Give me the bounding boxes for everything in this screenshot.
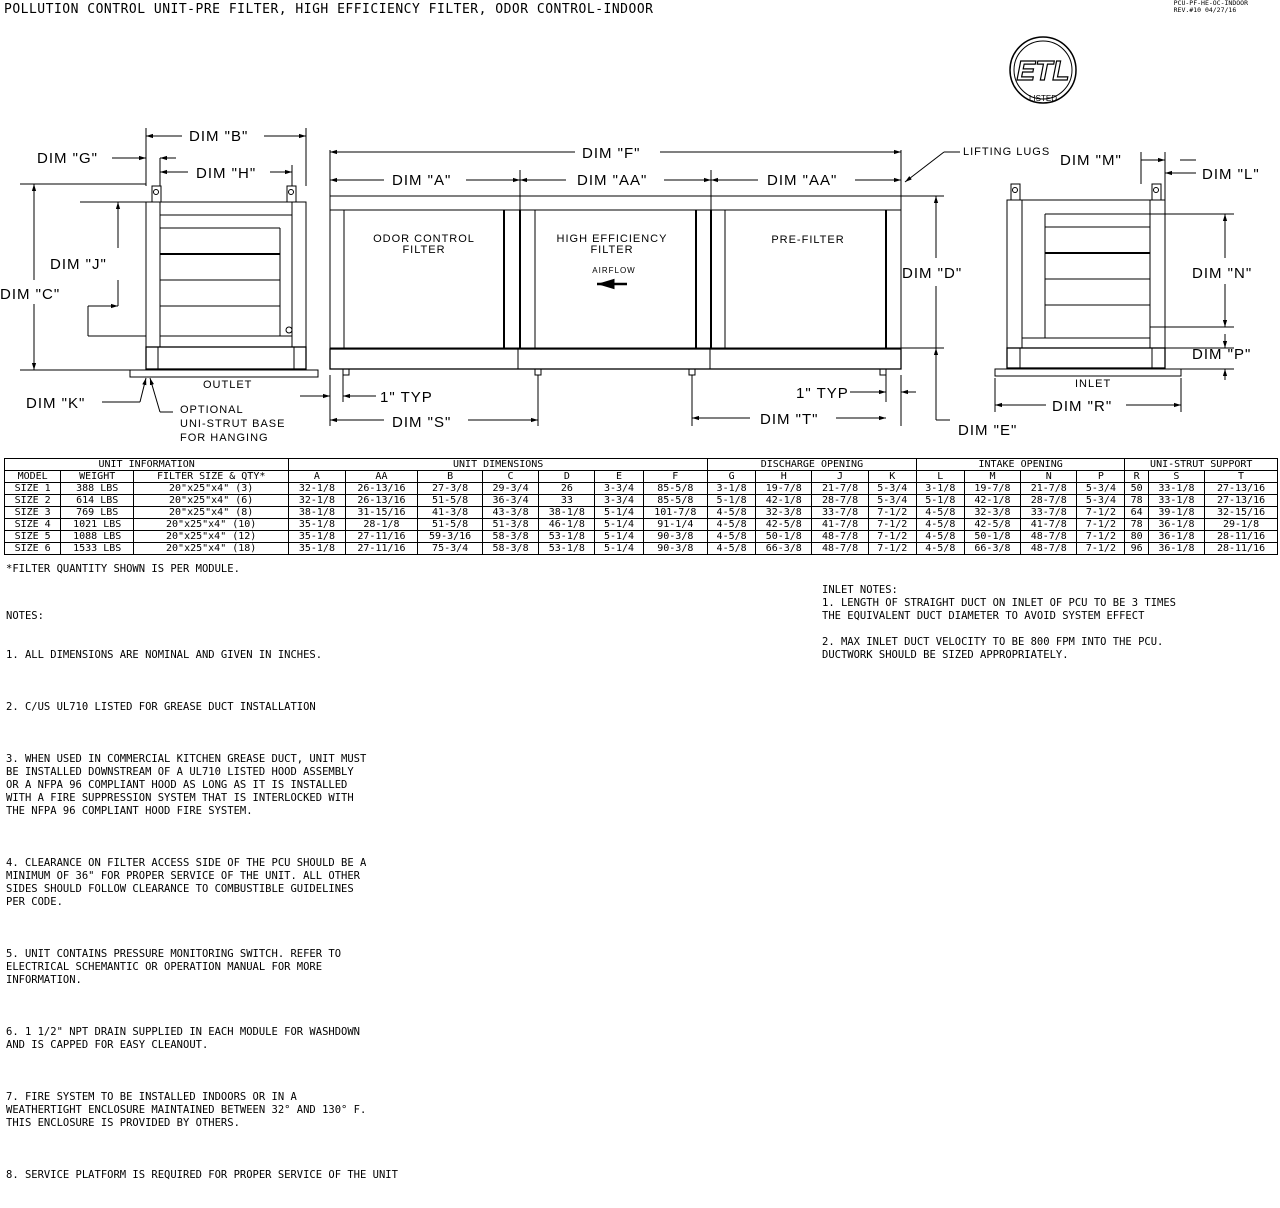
dim-e-label: DIM "E"	[958, 422, 1018, 439]
table-cell: SIZE 3	[5, 507, 61, 519]
for-hanging-label: FOR HANGING	[180, 432, 269, 444]
table-header-cell: P	[1077, 471, 1125, 483]
table-header-cell: H	[756, 471, 812, 483]
table-cell: 1533 LBS	[61, 543, 134, 555]
table-header-cell: C	[482, 471, 538, 483]
note-item: 4. CLEARANCE ON FILTER ACCESS SIDE OF THE PCU SHOULD BE A MINIMUM OF 36" FOR PROPER SERVICE OF THE UNIT. ALL OTHER SIDES SHOULD FOLLOW CLEARANCE TO COMBUSTIBLE GUIDELINES PER CODE.	[6, 857, 367, 908]
table-cell: 21-7/8	[1021, 483, 1077, 495]
table-cell: 7-1/2	[868, 543, 916, 555]
revision-label: REV.#10 04/27/16	[1173, 6, 1237, 14]
inlet-notes-heading: INLET NOTES:	[822, 584, 898, 596]
table-cell: 28-11/16	[1205, 531, 1278, 543]
table-cell: 769 LBS	[61, 507, 134, 519]
table-cell: 5-3/4	[868, 483, 916, 495]
dim-m-label: DIM "M"	[1060, 152, 1122, 169]
table-cell: 58-3/8	[482, 531, 538, 543]
table-cell: 53-1/8	[539, 543, 595, 555]
typ-label-2: 1" TYP	[796, 385, 849, 402]
table-cell: 85-5/8	[643, 483, 708, 495]
uni-strut-base-label: UNI-STRUT BASE	[180, 418, 286, 430]
dim-g-label: DIM "G"	[37, 150, 98, 167]
table-cell: 7-1/2	[868, 531, 916, 543]
table-cell: 28-7/8	[1021, 495, 1077, 507]
table-cell: SIZE 6	[5, 543, 61, 555]
filter-footnote: *FILTER QUANTITY SHOWN IS PER MODULE.	[6, 563, 240, 575]
table-cell: 28-7/8	[812, 495, 868, 507]
table-cell: 388 LBS	[61, 483, 134, 495]
table-header-cell: J	[812, 471, 868, 483]
table-cell: 85-5/8	[643, 495, 708, 507]
table-cell: 41-3/8	[418, 507, 483, 519]
table-cell: 59-3/16	[418, 531, 483, 543]
dim-h-label: DIM "H"	[196, 165, 257, 182]
table-cell: 4-5/8	[708, 519, 756, 531]
table-cell: 5-3/4	[868, 495, 916, 507]
dim-l-label: DIM "L"	[1202, 166, 1260, 183]
table-cell: 42-1/8	[756, 495, 812, 507]
pre-filter-label: PRE-FILTER	[771, 234, 845, 246]
table-row	[5, 543, 1278, 555]
table-cell: 31-15/16	[345, 507, 418, 519]
table-header-cell: L	[916, 471, 964, 483]
table-cell: 51-5/8	[418, 519, 483, 531]
side-view	[330, 196, 901, 375]
table-cell: 28-11/16	[1205, 543, 1278, 555]
table-cell: 7-1/2	[868, 507, 916, 519]
table-cell: 5-1/8	[916, 495, 964, 507]
table-cell: 39-1/8	[1148, 507, 1204, 519]
table-cell: 35-1/8	[289, 531, 345, 543]
high-efficiency-label: HIGH EFFICIENCY	[556, 233, 668, 245]
high-efficiency-filter-label: FILTER	[590, 244, 634, 256]
table-cell: 4-5/8	[708, 507, 756, 519]
table-cell: 51-3/8	[482, 519, 538, 531]
note-item: 8. SERVICE PLATFORM IS REQUIRED FOR PROPER SERVICE OF THE UNIT	[6, 1169, 398, 1181]
table-cell: 20"x25"x4" (6)	[134, 495, 289, 507]
table-header-cell: D	[539, 471, 595, 483]
table-cell: 41-7/8	[812, 519, 868, 531]
table-cell: 33-1/8	[1148, 495, 1204, 507]
table-cell: 1088 LBS	[61, 531, 134, 543]
table-cell: 29-1/8	[1205, 519, 1278, 531]
table-cell: 64	[1125, 507, 1148, 519]
table-cell: 42-1/8	[964, 495, 1020, 507]
table-cell: 5-1/4	[595, 543, 643, 555]
notes-section	[6, 584, 398, 1208]
table-cell: 7-1/2	[1077, 507, 1125, 519]
dim-aa-label-2: DIM "AA"	[767, 172, 838, 189]
table-cell: 33-7/8	[812, 507, 868, 519]
table-cell: 19-7/8	[964, 483, 1020, 495]
table-cell: 90-3/8	[643, 531, 708, 543]
technical-drawing	[0, 0, 1280, 456]
unit-spec-table	[4, 458, 1278, 555]
table-cell: 27-13/16	[1205, 483, 1278, 495]
table-cell: SIZE 2	[5, 495, 61, 507]
table-cell: 28-1/8	[345, 519, 418, 531]
table-row	[5, 507, 1278, 519]
table-cell: 66-3/8	[756, 543, 812, 555]
table-header-cell: AA	[345, 471, 418, 483]
dim-r-label: DIM "R"	[1052, 398, 1113, 415]
table-cell: 78	[1125, 495, 1148, 507]
document-id: PCU-PF-HE-OC-INDOOR	[1173, 0, 1248, 7]
table-header-cell: T	[1205, 471, 1278, 483]
table-cell: 3-1/8	[916, 483, 964, 495]
table-cell: 32-1/8	[289, 495, 345, 507]
etl-listed-logo	[1010, 37, 1076, 103]
table-cell: 26-13/16	[345, 483, 418, 495]
dim-k-label: DIM "K"	[26, 395, 86, 412]
note-item: 2. C/US UL710 LISTED FOR GREASE DUCT INSTALLATION	[6, 701, 316, 713]
optional-label: OPTIONAL	[180, 404, 244, 416]
typ-label-1: 1" TYP	[380, 389, 433, 406]
drawing-title: POLLUTION CONTROL UNIT-PRE FILTER, HIGH EFFICIENCY FILTER, ODOR CONTROL-INDOOR	[4, 2, 654, 17]
group-uni-strut-support: UNI-STRUT SUPPORT	[1125, 459, 1278, 471]
table-cell: 50	[1125, 483, 1148, 495]
table-cell: 7-1/2	[1077, 519, 1125, 531]
table-cell: 66-3/8	[964, 543, 1020, 555]
table-cell: 33-7/8	[1021, 507, 1077, 519]
table-cell: 7-1/2	[1077, 531, 1125, 543]
table-cell: 3-3/4	[595, 483, 643, 495]
table-cell: 5-3/4	[1077, 483, 1125, 495]
lifting-lugs-label: LIFTING LUGS	[963, 146, 1051, 158]
inlet-label: INLET	[1075, 378, 1112, 390]
table-header-cell: G	[708, 471, 756, 483]
table-cell: 53-1/8	[539, 531, 595, 543]
table-group-row	[5, 459, 1278, 471]
dim-c-label: DIM "C"	[0, 286, 61, 303]
table-row	[5, 531, 1278, 543]
table-cell: 32-3/8	[756, 507, 812, 519]
table-header-cell: MODEL	[5, 471, 61, 483]
note-item: 1. ALL DIMENSIONS ARE NOMINAL AND GIVEN IN INCHES.	[6, 649, 323, 661]
table-cell: 50-1/8	[964, 531, 1020, 543]
table-cell: 41-7/8	[1021, 519, 1077, 531]
table-cell: 42-5/8	[756, 519, 812, 531]
table-header-cell: E	[595, 471, 643, 483]
table-cell: 27-11/16	[345, 531, 418, 543]
dim-aa-label-1: DIM "AA"	[577, 172, 648, 189]
table-header-cell: F	[643, 471, 708, 483]
table-cell: 19-7/8	[756, 483, 812, 495]
table-cell: 3-1/8	[708, 483, 756, 495]
table-cell: 46-1/8	[539, 519, 595, 531]
table-cell: 4-5/8	[916, 519, 964, 531]
table-header-cell: M	[964, 471, 1020, 483]
table-cell: 35-1/8	[289, 543, 345, 555]
table-cell: 27-3/8	[418, 483, 483, 495]
table-cell: 51-5/8	[418, 495, 483, 507]
table-cell: 38-1/8	[539, 507, 595, 519]
group-discharge-opening: DISCHARGE OPENING	[708, 459, 917, 471]
table-cell: 48-7/8	[1021, 531, 1077, 543]
group-unit-info: UNIT INFORMATION	[5, 459, 289, 471]
table-cell: 32-15/16	[1205, 507, 1278, 519]
table-header-cell: K	[868, 471, 916, 483]
table-row	[5, 483, 1278, 495]
table-cell: 33-1/8	[1148, 483, 1204, 495]
table-header-row	[5, 471, 1278, 483]
group-intake-opening: INTAKE OPENING	[916, 459, 1125, 471]
dim-a-label: DIM "A"	[392, 172, 452, 189]
table-cell: 20"x25"x4" (18)	[134, 543, 289, 555]
table-cell: 4-5/8	[916, 543, 964, 555]
table-cell: 7-1/2	[1077, 543, 1125, 555]
table-cell: 3-3/4	[595, 495, 643, 507]
table-cell: 5-1/4	[595, 519, 643, 531]
table-cell: 614 LBS	[61, 495, 134, 507]
odor-filter-label: FILTER	[402, 244, 446, 256]
table-header-cell: N	[1021, 471, 1077, 483]
table-header-cell: A	[289, 471, 345, 483]
table-cell: 58-3/8	[482, 543, 538, 555]
table-cell: 35-1/8	[289, 519, 345, 531]
table-header-cell: FILTER SIZE & QTY*	[134, 471, 289, 483]
table-cell: 26-13/16	[345, 495, 418, 507]
table-cell: 78	[1125, 519, 1148, 531]
table-cell: 5-3/4	[1077, 495, 1125, 507]
dim-p-label: DIM "P"	[1192, 346, 1252, 363]
table-cell: 5-1/8	[708, 495, 756, 507]
dim-b-label: DIM "B"	[189, 128, 249, 145]
table-cell: 48-7/8	[1021, 543, 1077, 555]
table-cell: 7-1/2	[868, 519, 916, 531]
note-item: 3. WHEN USED IN COMMERCIAL KITCHEN GREASE DUCT, UNIT MUST BE INSTALLED DOWNSTREAM OF A UL710 LISTED HOOD ASSEMBLY OR A NFPA 96 COMPLIANT HOOD AS LONG AS IT IS INSTALLED WITH A FIRE SUPPRESSION SYSTEM THAT IS INTERLOCKED WITH THE NFPA 96 COMPLIANT HOOD FIRE SYSTEM.	[6, 753, 367, 817]
table-cell: 42-5/8	[964, 519, 1020, 531]
table-cell: 20"x25"x4" (10)	[134, 519, 289, 531]
table-cell: 1021 LBS	[61, 519, 134, 531]
table-cell: 27-13/16	[1205, 495, 1278, 507]
table-row	[5, 519, 1278, 531]
table-cell: 5-1/4	[595, 507, 643, 519]
table-cell: SIZE 1	[5, 483, 61, 495]
group-unit-dimensions: UNIT DIMENSIONS	[289, 459, 708, 471]
table-row	[5, 495, 1278, 507]
dim-s-label: DIM "S"	[392, 414, 452, 431]
note-item: 7. FIRE SYSTEM TO BE INSTALLED INDOORS OR IN A WEATHERTIGHT ENCLOSURE MAINTAINED BETWEEN 32° AND 130° F. THIS ENCLOSURE IS PROVIDED BY OTHERS.	[6, 1091, 367, 1129]
table-cell: 43-3/8	[482, 507, 538, 519]
table-cell: 50-1/8	[756, 531, 812, 543]
table-cell: 4-5/8	[916, 531, 964, 543]
note-item: 6. 1 1/2" NPT DRAIN SUPPLIED IN EACH MODULE FOR WASHDOWN AND IS CAPPED FOR EASY CLEANOUT.	[6, 1026, 361, 1051]
table-cell: 26	[539, 483, 595, 495]
table-cell: 48-7/8	[812, 543, 868, 555]
table-cell: 29-3/4	[482, 483, 538, 495]
table-cell: 36-1/8	[1148, 543, 1204, 555]
table-cell: 36-1/8	[1148, 531, 1204, 543]
dim-j-label: DIM "J"	[50, 256, 107, 273]
dim-d-label: DIM "D"	[902, 265, 963, 282]
dim-f-label: DIM "F"	[582, 145, 641, 162]
table-cell: 48-7/8	[812, 531, 868, 543]
note-item: 5. UNIT CONTAINS PRESSURE MONITORING SWITCH. REFER TO ELECTRICAL SCHEMANTIC OR OPERATION MANUAL FOR MORE INFORMATION.	[6, 948, 342, 986]
airflow-label: AIRFLOW	[592, 266, 636, 275]
dim-t-label: DIM "T"	[760, 411, 819, 428]
table-cell: 20"x25"x4" (12)	[134, 531, 289, 543]
table-cell: 4-5/8	[708, 543, 756, 555]
logo-text: ETL	[1016, 55, 1070, 86]
inlet-notes-section	[822, 584, 1176, 675]
outlet-label: OUTLET	[203, 379, 253, 391]
dim-n-label: DIM "N"	[1192, 265, 1253, 282]
table-cell: 5-1/4	[595, 531, 643, 543]
table-header-cell: B	[418, 471, 483, 483]
table-cell: 21-7/8	[812, 483, 868, 495]
table-cell: 101-7/8	[643, 507, 708, 519]
notes-heading: NOTES:	[6, 610, 44, 622]
table-cell: 36-1/8	[1148, 519, 1204, 531]
table-cell: 91-1/4	[643, 519, 708, 531]
table-cell: SIZE 5	[5, 531, 61, 543]
table-cell: 27-11/16	[345, 543, 418, 555]
table-cell: 32-1/8	[289, 483, 345, 495]
table-cell: 38-1/8	[289, 507, 345, 519]
inlet-note-item: 2. MAX INLET DUCT VELOCITY TO BE 800 FPM INTO THE PCU. DUCTWORK SHOULD BE SIZED APPROPRIATELY.	[822, 636, 1164, 661]
table-cell: 32-3/8	[964, 507, 1020, 519]
table-header-cell: WEIGHT	[61, 471, 134, 483]
table-cell: 80	[1125, 531, 1148, 543]
table-cell: 75-3/4	[418, 543, 483, 555]
logo-subtext: LISTED	[1028, 94, 1058, 103]
table-cell: 33	[539, 495, 595, 507]
table-header-cell: R	[1125, 471, 1148, 483]
table-cell: 36-3/4	[482, 495, 538, 507]
table-cell: SIZE 4	[5, 519, 61, 531]
outlet-end-view	[130, 186, 318, 377]
inlet-note-item: 1. LENGTH OF STRAIGHT DUCT ON INLET OF PCU TO BE 3 TIMES THE EQUIVALENT DUCT DIAMETER TO AVOID SYSTEM EFFECT	[822, 597, 1177, 622]
table-cell: 20"x25"x4" (3)	[134, 483, 289, 495]
table-cell: 96	[1125, 543, 1148, 555]
table-cell: 90-3/8	[643, 543, 708, 555]
table-cell: 20"x25"x4" (8)	[134, 507, 289, 519]
table-cell: 4-5/8	[916, 507, 964, 519]
table-header-cell: S	[1148, 471, 1204, 483]
inlet-end-view	[995, 184, 1181, 376]
table-cell: 4-5/8	[708, 531, 756, 543]
odor-control-label: ODOR CONTROL	[373, 233, 475, 245]
